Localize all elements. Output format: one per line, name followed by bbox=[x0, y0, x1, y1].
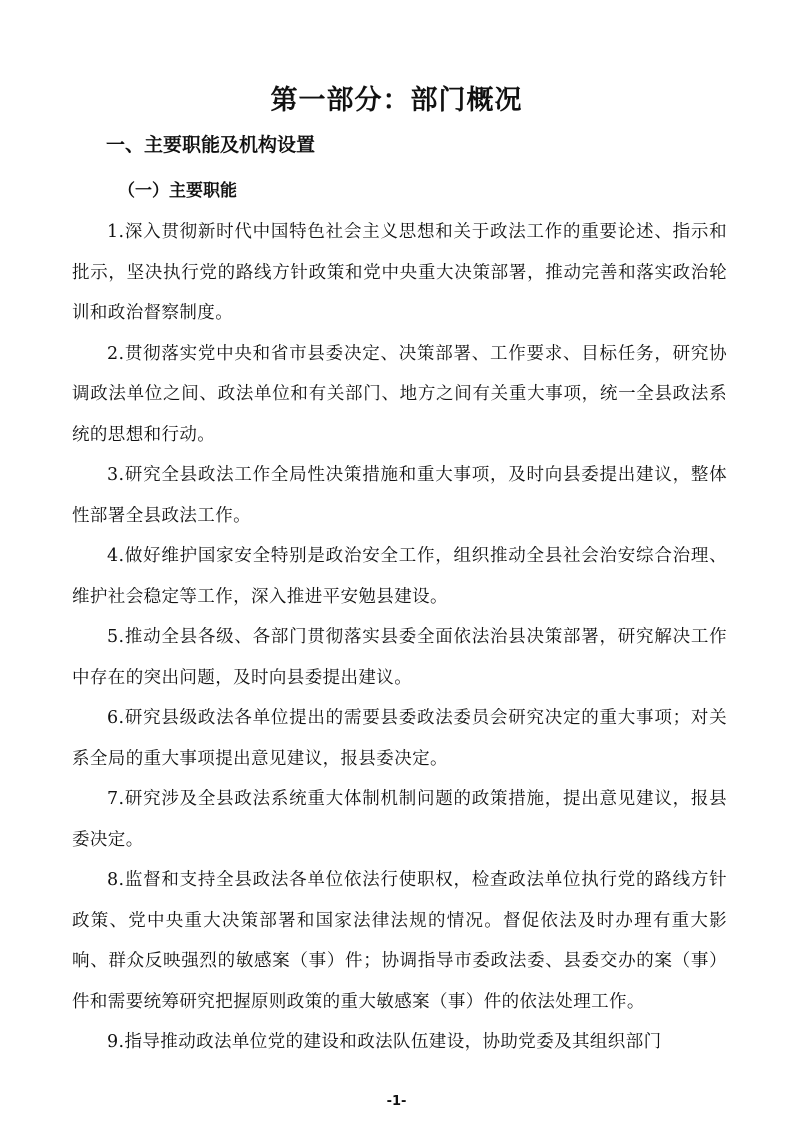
paragraph-3: 3.研究全县政法工作全局性决策措施和重大事项，及时向县委提出建议，整体性部署全县政法工作。 bbox=[72, 465, 727, 526]
subsection-heading: （一）主要职能 bbox=[118, 181, 237, 201]
page-number: -1- bbox=[386, 1094, 407, 1109]
paragraph-1: 1.深入贯彻新时代中国特色社会主义思想和关于政法工作的重要论述、指示和批示，坚决执行党的路线方针政策和党中央重大决策部署，推动完善和落实政治轮训和政治督察制度。 bbox=[72, 222, 727, 323]
document-body bbox=[72, 212, 727, 1063]
paragraph-5: 5.推动全县各级、各部门贯彻落实县委全面依法治县决策部署，研究解决工作中存在的突出问题，及时向县委提出建议。 bbox=[72, 627, 727, 688]
paragraph-4: 4.做好维护国家安全特别是政治安全工作，组织推动全县社会治安综合治理、维护社会稳定等工作，深入推进平安勉县建设。 bbox=[72, 546, 727, 607]
page-title: 第一部分：部门概况 bbox=[270, 85, 523, 116]
paragraph-6: 6.研究县级政法各单位提出的需要县委政法委员会研究决定的重大事项；对关系全局的重大事项提出意见建议，报县委决定。 bbox=[72, 708, 727, 769]
paragraph-2: 2.贯彻落实党中央和省市县委决定、决策部署、工作要求、目标任务，研究协调政法单位之间、政法单位和有关部门、地方之间有关重大事项，统一全县政法系统的思想和行动。 bbox=[72, 343, 727, 445]
paragraph-8: 8.监督和支持全县政法各单位依法行使职权，检查政法单位执行党的路线方针政策、党中央重大决策部署和国家法律法规的情况。督促依法及时办理有重大影响、群众反映强烈的敏感案（事）件；协调指导市委政法委、县委交办的案（事）件和需要统筹研究把握原则政策的重大敏感案（事）件的依法处理工作。 bbox=[72, 870, 727, 1012]
section-heading: 一、主要职能及机构设置 bbox=[106, 134, 316, 156]
paragraph-7: 7.研究涉及全县政法系统重大体制机制问题的政策措施，提出意见建议，报县委决定。 bbox=[72, 789, 727, 850]
paragraph-9: 9.指导推动政法单位党的建设和政法队伍建设，协助党委及其组织部门 bbox=[107, 1032, 662, 1052]
